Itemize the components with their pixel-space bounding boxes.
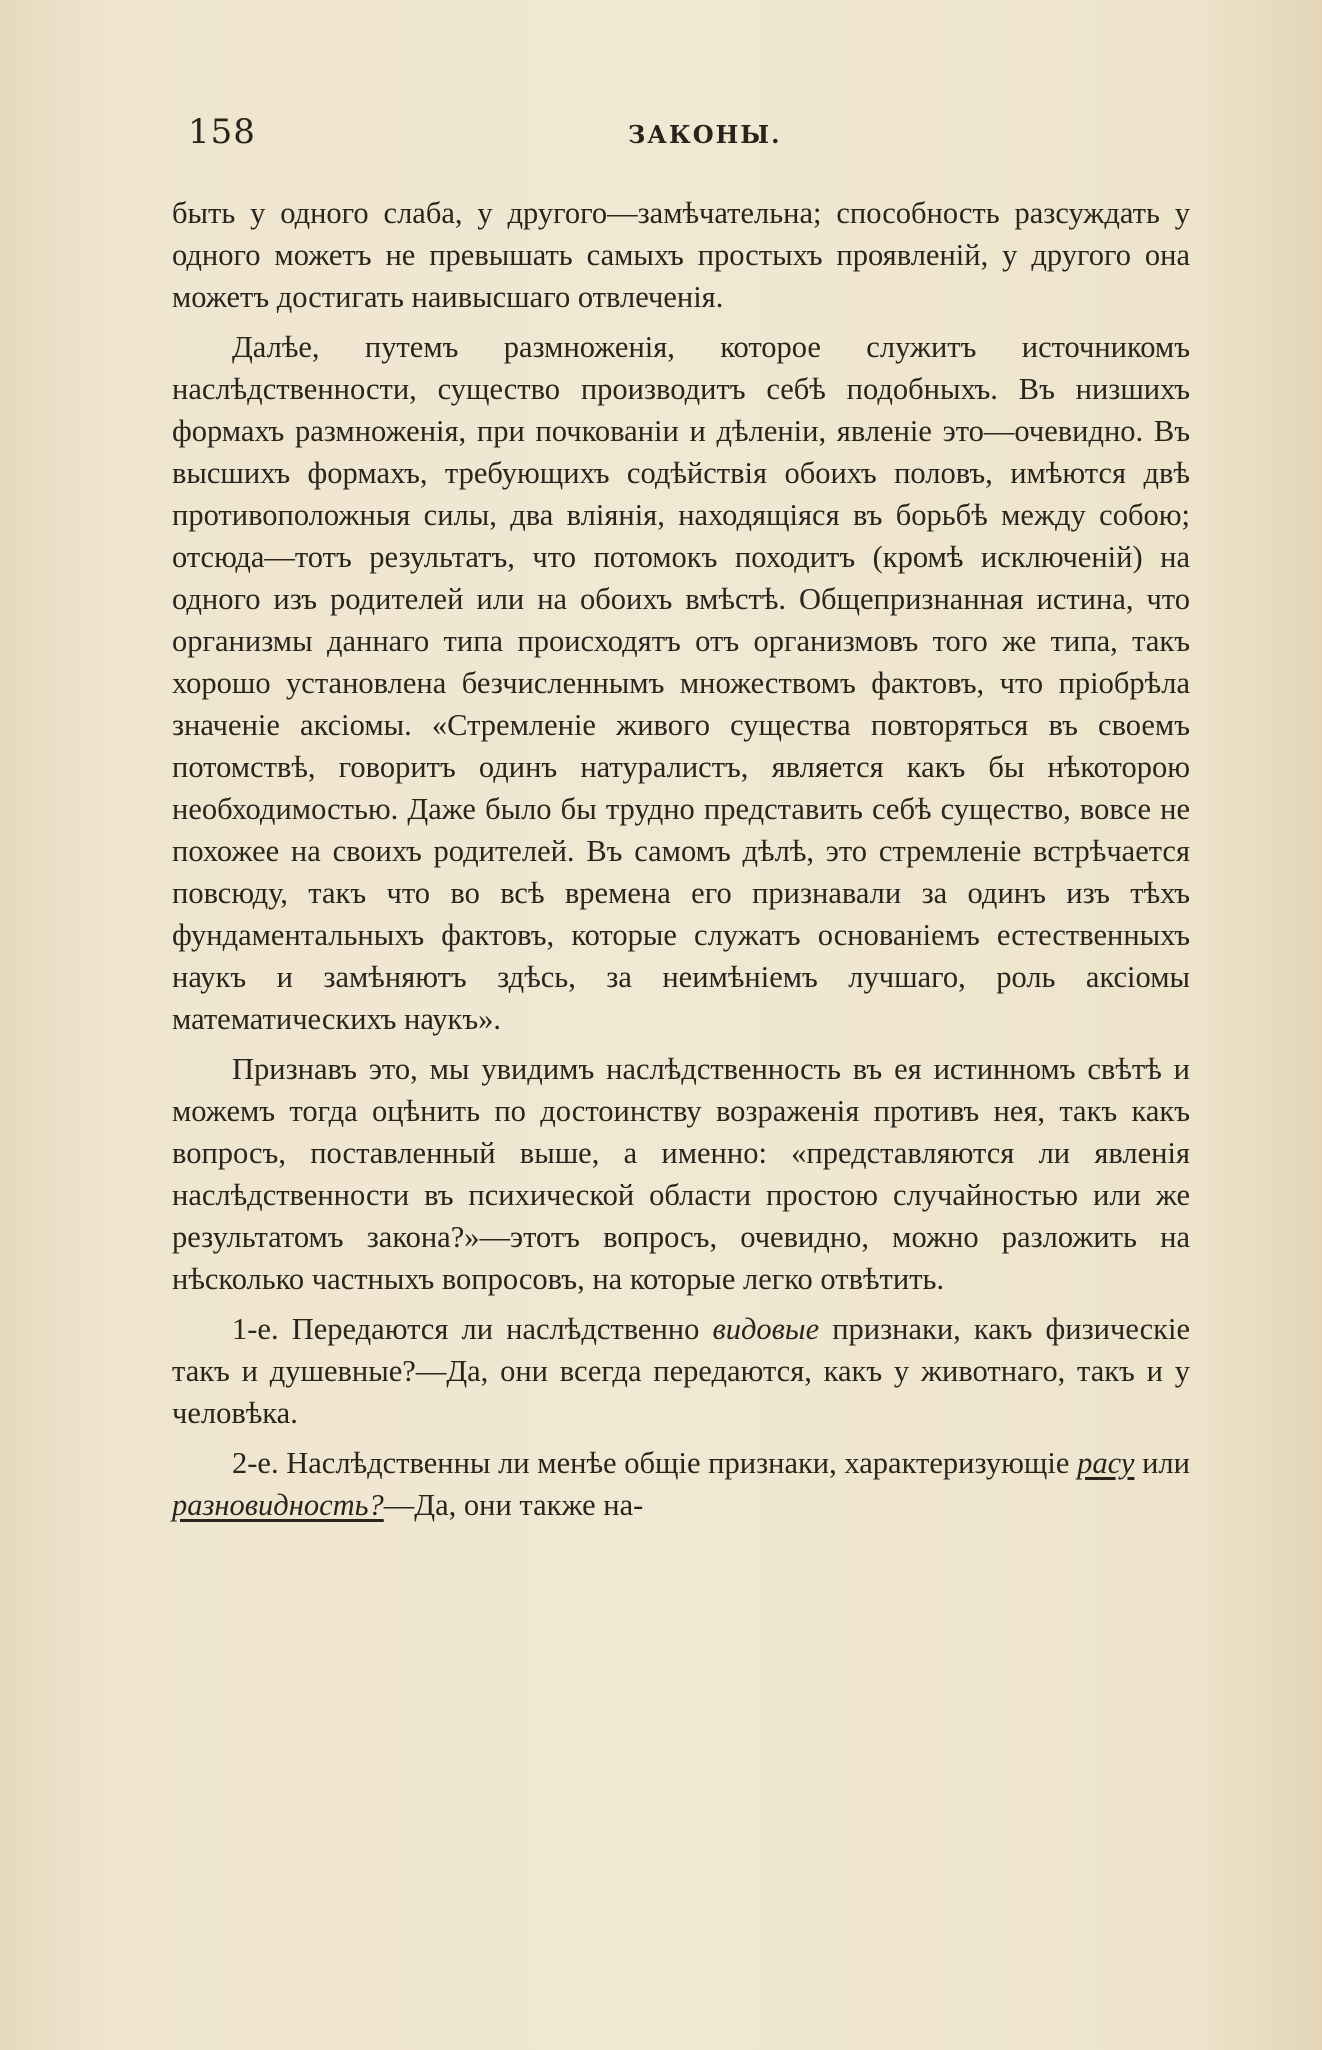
italic-term-species: видовые (712, 1312, 820, 1346)
page-header (188, 112, 1188, 162)
page-number: 158 (188, 112, 256, 152)
paragraph-2: Далѣе, путемъ размноженія, которое служитъ источникомъ наслѣдственности, существо производитъ себѣ подобныхъ. Въ низшихъ формахъ размноженія, при почкованіи и дѣленіи, явленіе это—очевидно. Въ высшихъ формахъ, требующихъ содѣйствія обоихъ половъ, имѣются двѣ противоположныя силы, два вліянія, находящіяся въ борьбѣ между собою; отсюда—тотъ результатъ, что потомокъ походитъ (кромѣ исключеній) на одного изъ родителей или на обоихъ вмѣстѣ. Общепризнанная истина, что организмы даннаго типа происходятъ отъ организмовъ того же типа, такъ хорошо установлена безчисленнымъ множествомъ фактовъ, что пріобрѣла значеніе аксіомы. «Стремленіе живого существа повторяться въ своемъ потомствѣ, говоритъ одинъ натуралистъ, является какъ бы нѣкоторою необходимостью. Даже было бы трудно представить себѣ существо, вовсе не похожее на своихъ родителей. Въ самомъ дѣлѣ, это стремленіе встрѣчается повсюду, такъ что во всѣ времена его признавали за одинъ изъ тѣхъ фундаментальныхъ фактовъ, которые служатъ основаніемъ естественныхъ наукъ и замѣняютъ здѣсь, за неимѣніемъ лучшаго, роль аксіомы математическихъ наукъ». (172, 330, 1190, 1036)
paragraph-5-middle: или (1134, 1446, 1190, 1480)
paragraph-3: Признавъ это, мы увидимъ наслѣдственность въ ея истинномъ свѣтѣ и можемъ тогда оцѣнить по достоинству возраженія противъ нея, такъ какъ вопросъ, поставленный выше, а именно: «представляются ли явленія наслѣдственности въ психической области простою случайностью или же результатомъ закона?»—этотъ вопросъ, очевидно, можно разложить на нѣсколько частныхъ вопросовъ, на которые легко отвѣтить. (172, 1052, 1190, 1296)
paragraph-5 (172, 1442, 1190, 1526)
italic-term-race: расу (1077, 1446, 1135, 1480)
paragraph-5-end: —Да, они также на- (383, 1488, 644, 1522)
paragraph-1: быть у одного слаба, у другого—замѣчательна; способность разсуждать у одного можетъ не превышать самыхъ простыхъ проявленій, у другого она можетъ достигать наивысшаго отвлеченія. (172, 196, 1190, 314)
paragraph-4-start: 1-е. Передаются ли наслѣдственно (232, 1312, 713, 1346)
body-text (172, 192, 1190, 1526)
italic-term-variety: разновидность? (172, 1488, 384, 1522)
paragraph-5-start: 2-е. Наслѣдственны ли менѣе общіе признаки, характеризующіе (232, 1446, 1078, 1480)
paragraph-4-end: признаки, какъ физическіе такъ и душевные?—Да, они всегда передаются, какъ у животнаго, такъ и у человѣка. (172, 1312, 1190, 1430)
paragraph-4 (172, 1308, 1190, 1434)
running-title: ЗАКОНЫ. (628, 120, 782, 149)
